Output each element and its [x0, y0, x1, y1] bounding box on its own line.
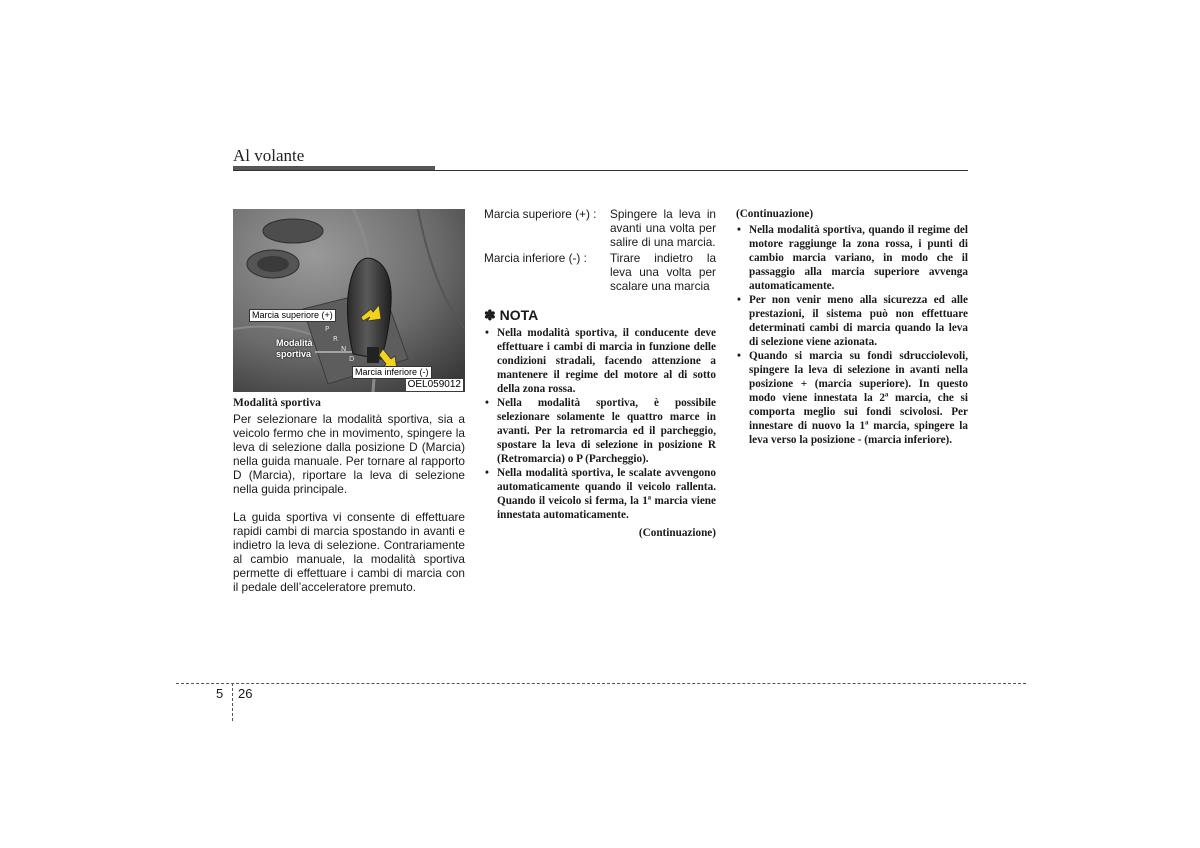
definition-desc: Tirare indietro la leva una volta per scalare una marcia [610, 251, 716, 293]
left-column [233, 396, 465, 594]
gear-shifter-photo [233, 209, 465, 392]
nota-list [484, 326, 716, 522]
nota-list-continued [736, 223, 968, 447]
definition-term: Marcia superiore (+) : [484, 207, 597, 221]
svg-text:R: R [333, 335, 338, 343]
paragraph: La guida sportiva vi consente di effettuare rapidi cambi di marcia spostando in avanti e indietro la leva di selezione. Contrariamente al cambio manuale, la modalità sportiva permette di effettuare i cambi di marcia con il pedale dell’acceleratore premuto. [233, 510, 465, 594]
page-header-title: Al volante [233, 146, 305, 165]
right-column [736, 207, 968, 447]
footer-rule [176, 683, 1026, 684]
label-sport-mode: Modalità sportiva [276, 338, 313, 359]
continued-note: (Continuazione) [736, 208, 814, 220]
label-shift-up: Marcia superiore (+) [249, 309, 336, 322]
figure-code: OEL059012 [407, 379, 461, 390]
footer-divider [232, 683, 233, 721]
continued-note: (Continuazione) [638, 527, 716, 539]
section-heading: Modalità sportiva [233, 397, 321, 409]
list-item: • Nella modalità sportiva, quando il regime del motore raggiunge la zona rossa, i punti di cambio marcia variano, in modo che il passaggio alla marcia superiore avvenga automaticamente. [737, 224, 968, 292]
page-number: 26 [238, 686, 253, 701]
paragraph: Per selezionare la modalità sportiva, sia a veicolo fermo che in movimento, spingere la leva di selezione dalla posizione D (Marcia) nella guida manuale. Per tornare al rapporto D (Marcia), riportare la leva di selezione nella guida principale. [233, 412, 465, 496]
list-item: • Nella modalità sportiva, le scalate avvengono automaticamente quando il veicolo rallenta. Quando il veicolo si ferma, la 1ª marcia viene innestata automaticamente. [485, 467, 716, 521]
definition-row [484, 251, 716, 293]
list-item: • Nella modalità sportiva, è possibile selezionare solamente le quattro marce in avanti. Per la retromarcia ed il parcheggio, spostare la leva di selezione in posizione R (Retromarcia) o P (Parcheggio). [485, 397, 716, 465]
svg-text:N: N [341, 345, 347, 353]
svg-text:D: D [349, 355, 355, 363]
definition-term: Marcia inferiore (-) : [484, 251, 587, 265]
chapter-number: 5 [216, 686, 224, 701]
label-shift-down: Marcia inferiore (-) [352, 366, 432, 379]
header-rule [233, 170, 968, 171]
gear-shifter-illustration [233, 209, 465, 392]
list-item: • Per non venir meno alla sicurezza ed alle prestazioni, il sistema può non effettuare determinati cambi di marcia quando la leva di selezione viene azionata. [737, 294, 968, 348]
definition-row [484, 207, 716, 249]
list-item: • Nella modalità sportiva, il conducente deve effettuare i cambi di marcia in funzione delle condizioni stradali, facendo attenzione a mantenere il regime del motore al di sotto della zona rossa. [485, 327, 716, 395]
nota-heading: ✽ NOTA [484, 307, 539, 323]
svg-text:P: P [325, 325, 330, 333]
middle-column [484, 207, 716, 540]
list-item: • Quando si marcia su fondi sdrucciolevoli, spingere la leva di selezione in avanti nella posizione + (marcia superiore). In questo modo viene innestata la 2ª marcia, che si comporta meglio sui fondi scivolosi. Per innestare di nuovo la 1ª marcia, spingere la leva verso la posizione - (marcia inferiore). [737, 350, 968, 446]
definition-desc: Spingere la leva in avanti una volta per salire di una marcia. [610, 207, 716, 249]
